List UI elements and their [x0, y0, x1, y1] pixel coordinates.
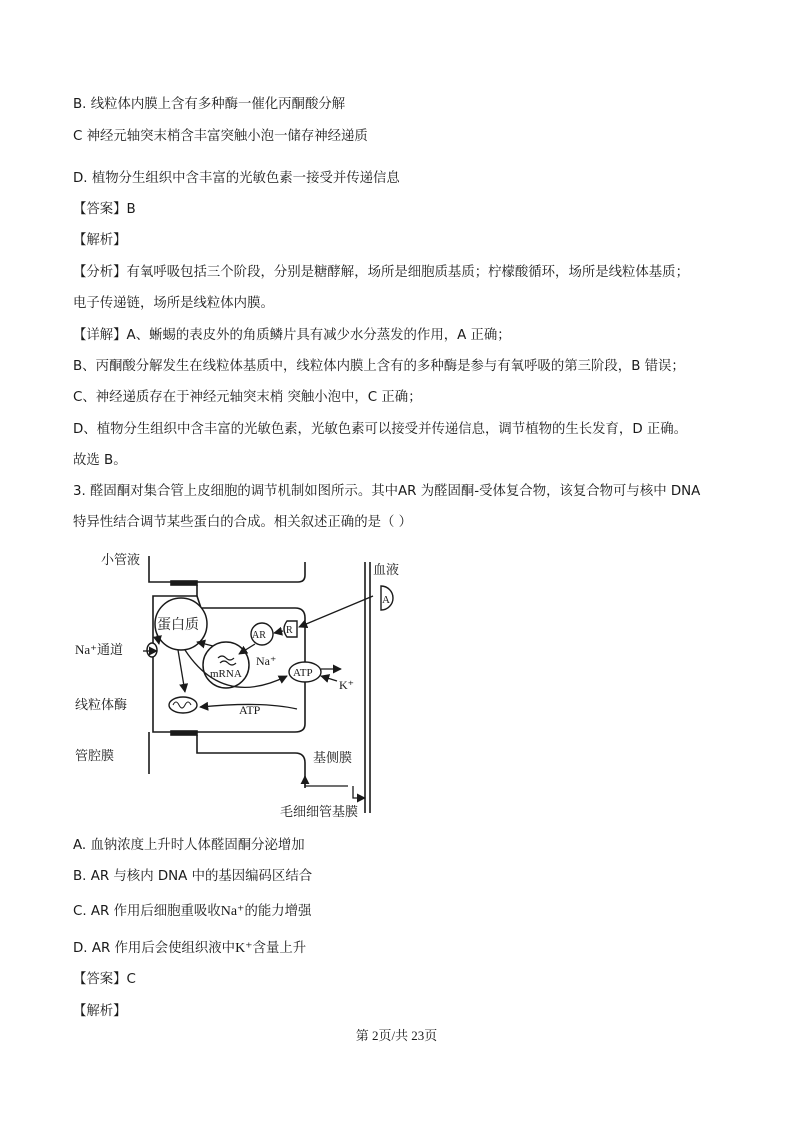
arrow-a-to-r	[299, 596, 373, 627]
q3-option-b: B. AR 与核内 DNA 中的基因编码区结合	[73, 869, 313, 884]
na-channel-shape	[147, 643, 157, 657]
prev-answer: 【答案】B	[73, 202, 136, 217]
prev-detail-c: C、神经递质存在于神经元轴突末梢 突触小泡中，C 正确；	[73, 390, 422, 405]
lower-cell-outline	[197, 735, 305, 788]
mrna-circle	[203, 642, 249, 688]
q3-answer: 【答案】C	[73, 972, 136, 987]
label-mito-enzyme: 线粒体酶	[75, 697, 128, 712]
q3-option-c-ion: Na⁺	[220, 904, 245, 919]
prev-analysis-heading: 【解析】	[73, 233, 127, 248]
page-footer: 第 2页/共 23页	[355, 1028, 438, 1043]
label-capillary-basement: 毛细细管基膜	[280, 804, 359, 819]
label-receptor-r: R	[286, 625, 293, 636]
label-blood: 血液	[373, 562, 400, 577]
prev-detail-d: D、植物分生组织中含丰富的光敏色素，光敏色素可以接受并传递信息，调节植物的生长发育，D 正确。	[73, 422, 688, 437]
prev-detail-a: 【详解】A、蜥蜴的表皮外的角质鳞片具有减少水分蒸发的作用，A 正确；	[73, 328, 511, 343]
label-atp-arrow: ATP	[239, 703, 261, 717]
q3-option-d	[73, 940, 306, 958]
q3-stem-line2: 特异性结合调节某些蛋白的合成。相关叙述正确的是（ ）	[73, 515, 413, 530]
label-na-inside: Na⁺	[256, 654, 277, 668]
lumen-wall-top-left	[149, 556, 171, 582]
prev-option-c: C 神经元轴突末梢含丰富突触小泡一储存神经递质	[73, 129, 368, 144]
q3-option-d-ion: K⁺	[235, 941, 253, 956]
prev-fenxi-line1: 【分析】有氧呼吸包括三个阶段，分别是糖酵解，场所是细胞质基质；柠檬酸循环，场所是线粒体基质；	[73, 265, 689, 280]
arrow-k-in	[321, 676, 337, 681]
label-mrna: mRNA	[210, 668, 242, 680]
prev-detail-b: B、丙酮酸分解发生在线粒体基质中，线粒体内膜上含有的多种酶是参与有氧呼吸的第三阶段，B 错误；	[73, 359, 685, 374]
prev-option-d: D. 植物分生组织中含丰富的光敏色素一接受并传递信息	[73, 171, 400, 186]
q3-option-d-prefix: D. AR 作用后会使组织液中	[73, 941, 236, 956]
label-na-channel: Na⁺通道	[75, 642, 124, 657]
label-protein: 蛋白质	[157, 618, 199, 633]
label-ar: AR	[252, 630, 266, 641]
tight-junction-bottom	[171, 731, 197, 735]
label-tubule-fluid: 小管液	[101, 552, 141, 567]
q3-option-c	[73, 903, 311, 921]
arrow-r-to-ar	[274, 631, 283, 633]
arrow-to-basolateral	[305, 776, 348, 786]
q3-option-d-suffix: 含量上升	[252, 941, 307, 956]
prev-conclusion: 故选 B。	[73, 453, 127, 468]
label-hormone-a: A	[382, 594, 390, 606]
aldosterone-mechanism-diagram	[73, 548, 413, 830]
arrow-to-basement	[353, 786, 365, 798]
arrow-protein-to-mito	[178, 650, 185, 692]
q3-analysis-heading: 【解析】	[73, 1004, 127, 1019]
prev-fenxi-line2: 电子传递链，场所是线粒体内膜。	[73, 296, 274, 311]
q3-option-a: A. 血钠浓度上升时人体醛固酮分泌增加	[73, 838, 305, 853]
q3-option-c-suffix: 的能力增强	[244, 904, 312, 919]
label-atp-circle: ATP	[293, 667, 313, 679]
label-k-ion: K⁺	[339, 678, 354, 692]
q3-option-c-prefix: C. AR 作用后细胞重吸收	[73, 904, 221, 919]
arrow-mrna-to-protein	[197, 642, 213, 646]
prev-option-b: B. 线粒体内膜上含有多种酶一催化丙酮酸分解	[73, 97, 346, 112]
label-lumen-membrane: 管腔膜	[75, 748, 115, 763]
q3-stem-line1: 3. 醛固酮对集合管上皮细胞的调节机制如图所示。其中AR 为醛固酮-受体复合物，该复合物可与核中 DNA	[73, 484, 701, 499]
upper-cell-outline	[197, 562, 305, 582]
label-basolateral-membrane: 基侧膜	[313, 750, 353, 765]
tight-junction-top	[171, 581, 197, 585]
